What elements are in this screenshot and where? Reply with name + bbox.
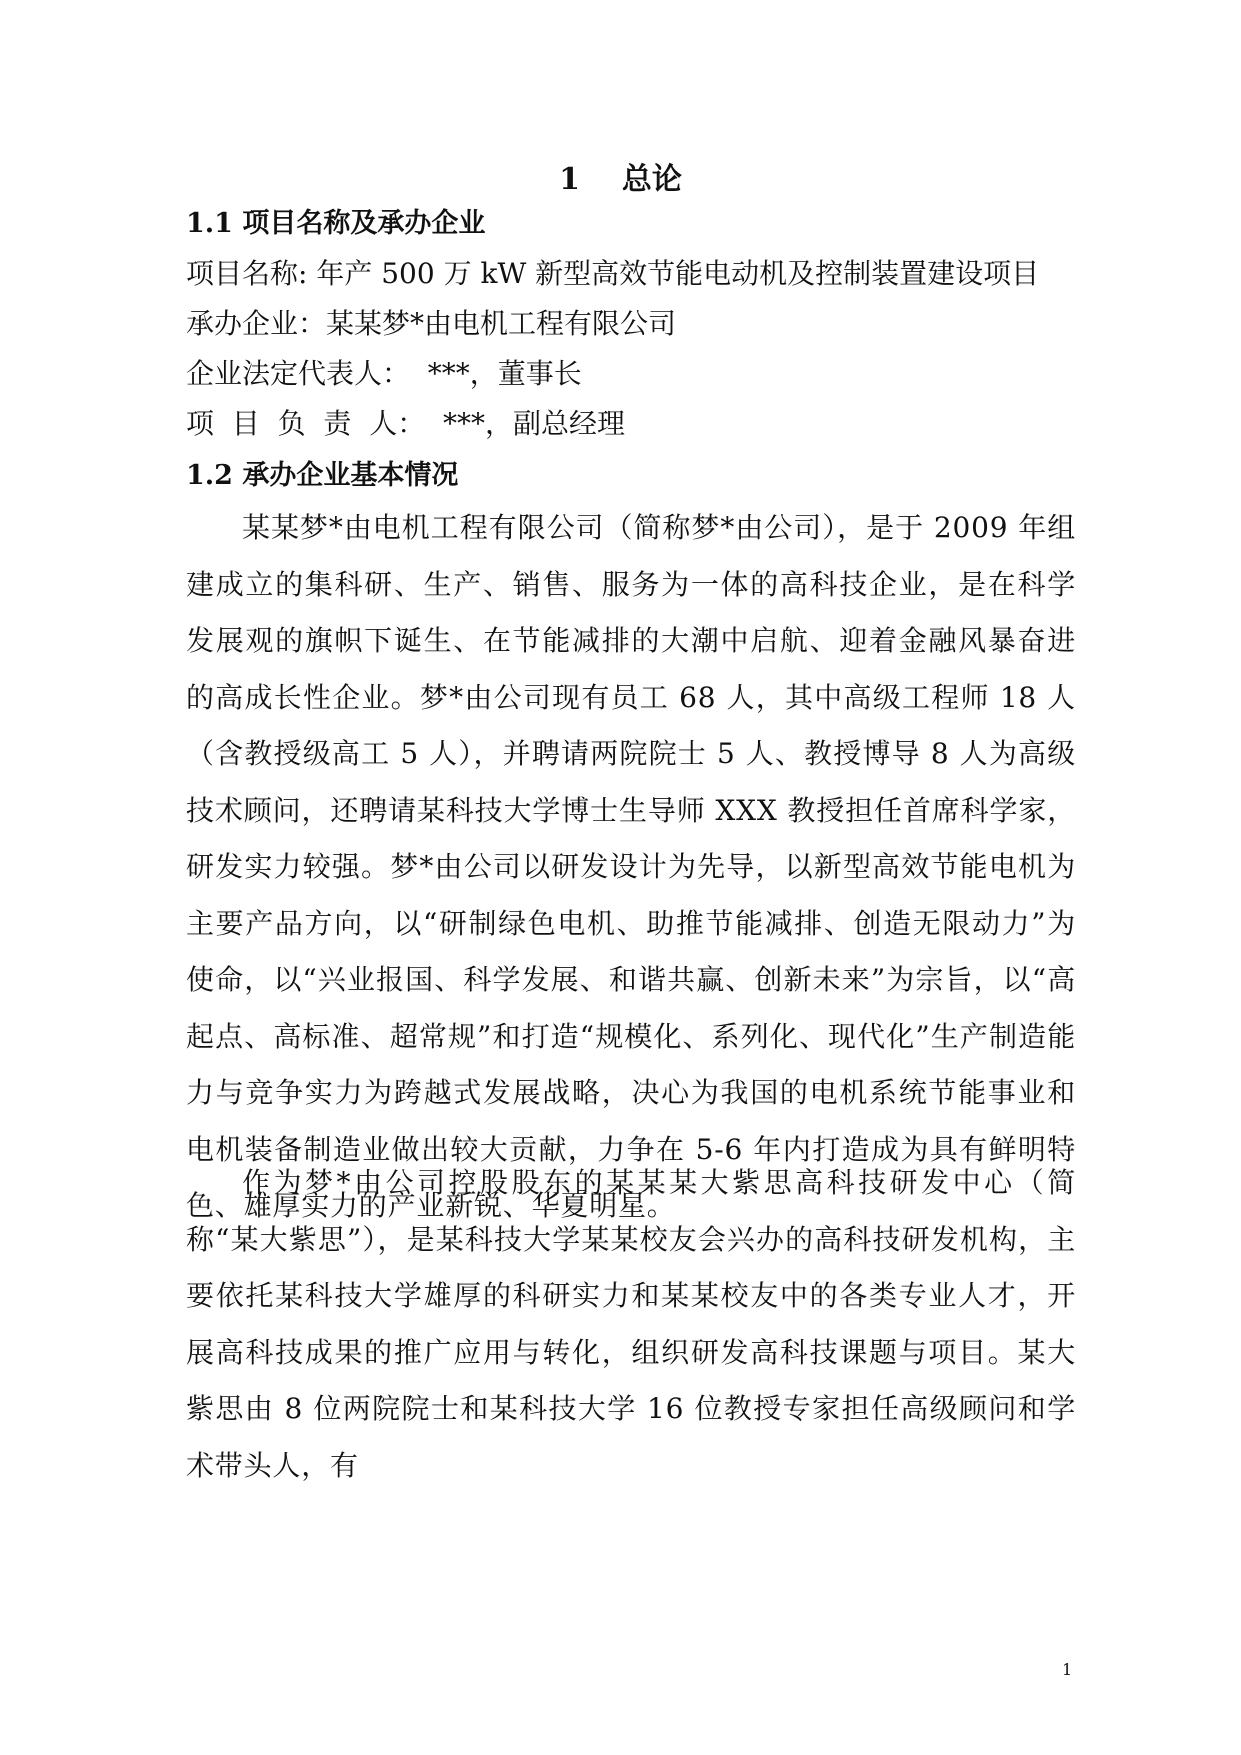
section-heading-1-2: 1.2 承办企业基本情况 [186, 460, 459, 491]
chapter-title: 1 总论 [559, 162, 682, 197]
project-lead-line: 项 目 负 责 人： ***，副总经理 [186, 407, 626, 440]
paragraph-shareholder: 作为梦*由公司控股股东的某某某大紫思高科技研发中心（简称“某大紫思”），是某科技大学某某校友会兴办的高科技研发机构，主要依托某科技大学雄厚的科研实力和某某校友中的各类专业人才，开展高科技成果的推广应用与转化，组织研发高科技课题与项目。某大紫思由 8 位两院院士和某科技大学 16 位教授专家担任高级顾问和学术带头人，有 [186, 1166, 1076, 1482]
company-line: 承办企业：某某梦*由电机工程有限公司 [186, 307, 677, 340]
paragraph-company-overview: 某某梦*由电机工程有限公司（简称梦*由公司），是于 2009 年组建成立的集科研、生产、销售、服务为一体的高科技企业，是在科学发展观的旗帜下诞生、在节能减排的大潮中启航、迎着金融风暴奋进的高成长性企业。梦*由公司现有员工 68 人，其中高级工程师 18 人（含教授级高工 5 人），并聘请两院院士 5 人、教授博导 8 人为高级技术顾问，还聘请某科技大学博士生导师 XXX 教授担任首席科学家，研发实力较强。梦*由公司以研发设计为先导，以新型高效节能电机为主要产品方向，以“研制绿色电机、助推节能减排、创造无限动力”为使命，以“兴业报国、科学发展、和谐共赢、创新未来”为宗旨，以“高起点、高标准、超常规”和打造“规模化、系列化、现代化”生产制造能力与竞争实力为跨越式发展战略，决心为我国的电机系统节能事业和电机装备制造业做出较大贡献，力争在 5-6 年内打造成为具有鲜明特色、雄厚实力的产业新锐、华夏明星。 [186, 511, 1076, 1222]
project-name-line: 项目名称: 年产 500 万 kW 新型高效节能电动机及控制装置建设项目 [186, 257, 1040, 290]
legal-rep-line: 企业法定代表人： ***，董事长 [186, 357, 582, 390]
section-heading-1-1: 1.1 项目名称及承办企业 [186, 208, 486, 239]
page-number: 1 [1062, 1660, 1073, 1679]
